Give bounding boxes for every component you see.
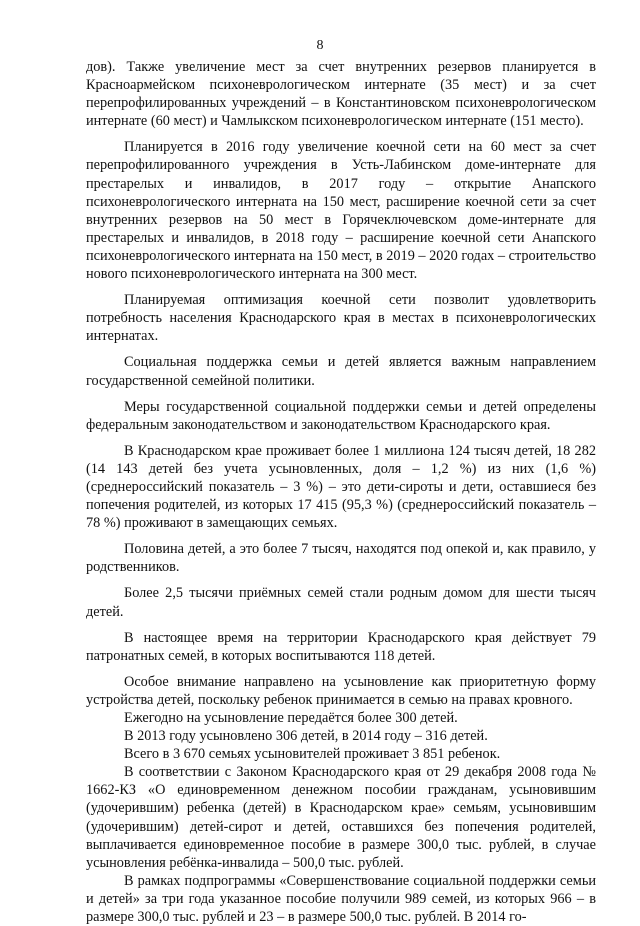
paragraph: В 2013 году усыновлено 306 детей, в 2014 году – 316 детей. — [124, 728, 488, 745]
paragraph: В соответствии с Законом Краснодарского края от 29 декабря 2008 года № 1662-КЗ «О единовременном денежном пособии гражданам, усыновившим (удочерившим) ребенка (детей) в Краснодарском крае» семьям, усыновившим (удочерившим) детей-сирот и детей, оставшихся без попечения родителей, выплачивается единовременное пособие в размере 300,0 тыс. рублей, в случае усыновления ребёнка-инвалида – 500,0 тыс. рублей. — [86, 764, 596, 871]
paragraph: Планируемая оптимизация коечной сети позволит удовлетворить потребность населения Краснодарского края в местах в психоневрологических интернатах. — [86, 292, 596, 345]
page-number: 8 — [316, 38, 324, 53]
paragraph: Половина детей, а это более 7 тысяч, находятся под опекой и, как правило, у родственников. — [86, 541, 596, 576]
paragraph: Социальная поддержка семьи и детей является важным направлением государственной семейной политики. — [86, 354, 596, 389]
paragraph: Планируется в 2016 году увеличение коечной сети на 60 мест за счет перепрофилированного учреждения в Усть-Лабинском доме-интернате для престарелых и инвалидов, в 2017 году – открытие Анапского психоневрологического интерната на 150 мест, расширение коечной сети за счет внутренних резервов на 50 мест в Горячеключевском доме-интернате для престарелых и инвалидов, в 2018 году – расширение коечной сети Анапского психоневрологического интерната на 150 мест, в 2019 – 2020 годах – строительство нового психоневрологического интерната на 300 мест. — [86, 139, 596, 283]
paragraph: Меры государственной социальной поддержки семьи и детей определены федеральным законодательством и законодательством Краснодарского края. — [86, 398, 596, 433]
paragraph: Ежегодно на усыновление передаётся более 300 детей. — [124, 710, 458, 726]
paragraph: Особое внимание направлено на усыновление как приоритетную форму устройства детей, поскольку ребенок принимается в семью на правах кровного. — [86, 673, 596, 708]
paragraph: Всего в 3 670 семьях усыновителей проживает 3 851 ребенок. — [124, 746, 501, 763]
body-text — [86, 58, 596, 926]
paragraph: В рамках подпрограммы «Совершенствование социальной поддержки семьи и детей» за три года указанное пособие получили 989 семей, из которых 966 – в размере 300,0 тыс. рублей и 23 – в размере 500,0 тыс. рублей. В 2014 го- — [86, 872, 596, 926]
paragraph: В Краснодарском крае проживает более 1 миллиона 124 тысяч детей, 18 282 (14 143 детей без учета усыновленных, доля – 1,2 %) из них (1,6 %) (среднероссийский показатель – 3 %) – это дети-сироты и дети, оставшиеся без попечения родителей, из которых 17 415 (95,3 %) (среднероссийский показатель – 78 %) проживают в замещающих семьях. — [86, 442, 596, 532]
paragraph: дов). Также увеличение мест за счет внутренних резервов планируется в Красноармейском психоневрологическом интернате (35 мест) и за счет перепрофилированных учреждений – в Константиновском психоневрологическом интернате (60 мест) и Чамлыкском психоневрологическом интернате (151 место). — [86, 59, 596, 130]
paragraph: Более 2,5 тысячи приёмных семей стали родным домом для шести тысяч детей. — [86, 585, 596, 620]
paragraph: В настоящее время на территории Краснодарского края действует 79 патронатных семей, в которых воспитываются 118 детей. — [86, 629, 596, 664]
